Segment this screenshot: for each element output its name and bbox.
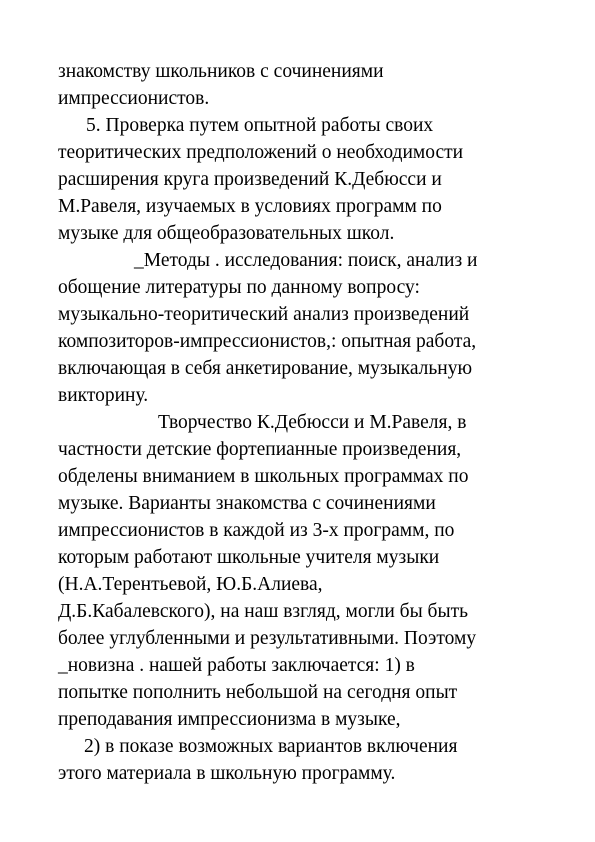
text-line-1: знакомству школьников с сочинениями <box>58 61 384 82</box>
text-line-2: импрессионистов. <box>58 88 210 109</box>
text-line-7: музыке для общеобразовательных школ. <box>58 223 395 244</box>
text-line-10: музыкально-теоритический анализ произведений <box>58 304 470 325</box>
text-line-16: обделены вниманием в школьных программах по <box>58 466 469 487</box>
text-line-8: _Методы . исследования: поиск, анализ и <box>134 250 478 271</box>
text-line-24: попытке пополнить небольшой на сегодня опыт <box>58 682 458 703</box>
text-line-12: включающая в себя анкетирование, музыкальную <box>58 358 473 379</box>
text-line-18: импрессионистов в каждой из 3-х программ, по <box>58 520 455 541</box>
text-line-15: частности детские фортепианные произведения, <box>58 439 462 460</box>
text-line-11: композиторов-импрессионистов,: опытная работа, <box>58 331 477 352</box>
text-line-14: Творчество К.Дебюсси и М.Равеля, в <box>158 412 467 433</box>
text-line-13: викторину. <box>58 385 149 406</box>
text-line-3: 5. Проверка путем опытной работы своих <box>86 115 434 136</box>
text-line-9: обощение литературы по данному вопросу: <box>58 277 420 298</box>
text-line-25: преподавания импрессионизма в музыке, <box>58 709 401 730</box>
text-line-17: музыке. Варианты знакомства с сочинениями <box>58 493 436 514</box>
text-line-4: теоритических предположений о необходимости <box>58 142 464 163</box>
text-line-21: Д.Б.Кабалевского), на наш взгляд, могли бы быть <box>58 601 468 622</box>
text-line-20: (Н.А.Терентьевой, Ю.Б.Алиева, <box>58 574 323 595</box>
text-line-22: более углубленными и результативными. Поэтому <box>58 628 477 649</box>
text-line-26: 2) в показе возможных вариантов включения <box>84 736 458 757</box>
text-line-6: М.Равеля, изучаемых в условиях программ по <box>58 196 442 217</box>
text-line-23: _новизна . нашей работы заключается: 1) в <box>58 655 415 676</box>
text-line-19: которым работают школьные учителя музыки <box>58 547 440 568</box>
text-line-27: этого материала в школьную программу. <box>58 763 396 784</box>
text-line-5: расширения круга произведений К.Дебюсси и <box>58 169 442 190</box>
